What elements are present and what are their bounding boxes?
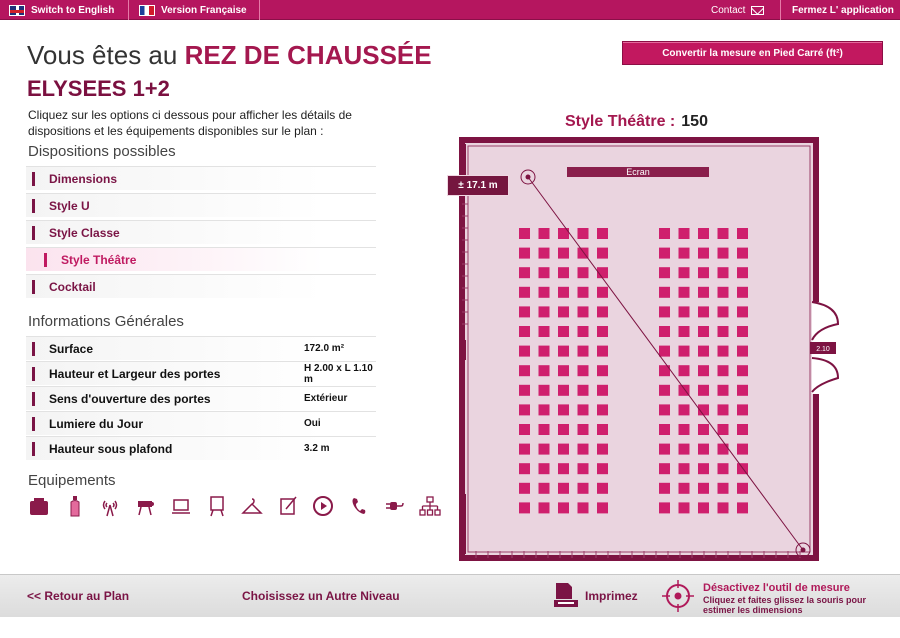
seat xyxy=(698,365,709,376)
seat xyxy=(519,463,530,474)
seat xyxy=(597,404,608,415)
seat xyxy=(679,326,690,337)
convert-sqft-button[interactable]: Convertir la mesure en Pied Carré (ft²) xyxy=(622,41,883,65)
seat xyxy=(597,502,608,513)
close-app-link[interactable] xyxy=(792,0,894,20)
seat xyxy=(597,463,608,474)
power-plug-icon[interactable] xyxy=(383,495,405,517)
info-value: 172.0 m² xyxy=(304,343,345,354)
info-row-door-size xyxy=(26,361,376,385)
info-row-ceiling xyxy=(26,436,376,460)
layout-dimensions[interactable] xyxy=(26,166,376,190)
seat xyxy=(519,228,530,239)
floor-name: REZ DE CHAUSSÉE xyxy=(184,40,432,70)
floor-plan[interactable] xyxy=(446,134,846,564)
seat xyxy=(597,444,608,455)
seat xyxy=(539,346,550,357)
info-heading: Informations Générales xyxy=(28,313,184,330)
measure-tool-icon[interactable] xyxy=(662,580,694,612)
seat xyxy=(578,267,589,278)
seat xyxy=(558,463,569,474)
seat xyxy=(737,287,748,298)
seat xyxy=(558,306,569,317)
fr-flag-icon xyxy=(139,5,155,16)
switch-english-link[interactable] xyxy=(9,0,114,20)
seat xyxy=(698,502,709,513)
seat xyxy=(597,424,608,435)
floor-prefix: Vous êtes au xyxy=(27,40,178,70)
seat xyxy=(718,502,729,513)
equipment-heading: Equipements xyxy=(28,472,116,489)
cloakroom-hanger-icon[interactable] xyxy=(241,495,263,517)
seat xyxy=(578,287,589,298)
seat xyxy=(558,424,569,435)
seat xyxy=(519,346,530,357)
seat xyxy=(578,502,589,513)
seat xyxy=(679,346,690,357)
seat xyxy=(718,404,729,415)
seat xyxy=(718,365,729,376)
seat xyxy=(578,306,589,317)
seat xyxy=(597,385,608,396)
info-label: Hauteur et Largeur des portes xyxy=(49,366,221,381)
seat xyxy=(519,483,530,494)
seat xyxy=(718,385,729,396)
seat xyxy=(659,267,670,278)
seat xyxy=(679,287,690,298)
seat xyxy=(737,365,748,376)
seat xyxy=(597,483,608,494)
seat xyxy=(737,424,748,435)
info-row-door-opening xyxy=(26,386,376,410)
seat xyxy=(659,463,670,474)
contact-label: Contact xyxy=(711,4,746,16)
seat xyxy=(698,326,709,337)
style-label: Style Théâtre : xyxy=(565,113,676,130)
seat xyxy=(558,287,569,298)
seat xyxy=(578,483,589,494)
seat xyxy=(737,306,748,317)
seat xyxy=(519,404,530,415)
seat xyxy=(718,306,729,317)
seat xyxy=(718,463,729,474)
seat xyxy=(519,326,530,337)
seat xyxy=(737,326,748,337)
seat xyxy=(718,326,729,337)
layout-label: Style U xyxy=(49,198,90,213)
info-label: Surface xyxy=(49,341,94,356)
seat xyxy=(597,287,608,298)
info-label: Hauteur sous plafond xyxy=(49,441,173,456)
seat xyxy=(679,444,690,455)
seat xyxy=(578,346,589,357)
telephone-icon[interactable] xyxy=(348,495,370,517)
floor-title xyxy=(27,40,432,71)
measure-badge: ± 17.1 m xyxy=(447,175,509,196)
seat xyxy=(539,502,550,513)
seat xyxy=(539,306,550,317)
seat xyxy=(698,287,709,298)
seat xyxy=(558,248,569,259)
seat xyxy=(558,444,569,455)
seat xyxy=(718,444,729,455)
seat xyxy=(539,365,550,376)
info-value: 3.2 m xyxy=(304,443,330,454)
info-value: Extérieur xyxy=(304,393,348,404)
seat xyxy=(539,483,550,494)
seat xyxy=(597,248,608,259)
seat xyxy=(718,248,729,259)
seat xyxy=(679,502,690,513)
seat xyxy=(519,424,530,435)
seat xyxy=(698,463,709,474)
seat xyxy=(659,287,670,298)
seat xyxy=(558,267,569,278)
seat xyxy=(659,326,670,337)
seat xyxy=(737,385,748,396)
seat xyxy=(718,424,729,435)
seat xyxy=(539,404,550,415)
seat xyxy=(659,228,670,239)
layout-style-theatre[interactable] xyxy=(26,247,376,271)
switch-english-label: Switch to English xyxy=(31,4,115,16)
version-francaise-link[interactable] xyxy=(139,0,247,20)
layout-cocktail[interactable] xyxy=(26,274,376,298)
seat xyxy=(578,228,589,239)
seat xyxy=(519,365,530,376)
layout-style-classe[interactable] xyxy=(26,220,376,244)
seat xyxy=(558,385,569,396)
seat xyxy=(578,444,589,455)
seat xyxy=(519,248,530,259)
seat xyxy=(718,346,729,357)
seat xyxy=(659,424,670,435)
capacity-value: 150 xyxy=(681,113,708,130)
wireless-icon[interactable] xyxy=(99,495,121,517)
network-icon[interactable] xyxy=(419,495,441,517)
style-title xyxy=(565,113,708,131)
seat xyxy=(718,287,729,298)
seat xyxy=(519,306,530,317)
seat xyxy=(679,424,690,435)
seat xyxy=(698,444,709,455)
layouts-heading: Dispositions possibles xyxy=(28,143,176,160)
equipment-icons xyxy=(28,495,454,517)
seat xyxy=(679,365,690,376)
seat xyxy=(539,248,550,259)
seat xyxy=(698,483,709,494)
seat xyxy=(737,267,748,278)
layout-style-u[interactable] xyxy=(26,193,376,217)
contact-link[interactable] xyxy=(711,0,764,20)
flipchart-icon[interactable] xyxy=(206,495,228,517)
back-to-plan-link[interactable]: << Retour au Plan xyxy=(27,589,130,603)
seat xyxy=(539,385,550,396)
seat xyxy=(698,385,709,396)
mail-icon xyxy=(751,6,764,15)
seat xyxy=(558,365,569,376)
seat xyxy=(539,287,550,298)
seat xyxy=(737,404,748,415)
seat xyxy=(659,483,670,494)
seat xyxy=(737,346,748,357)
seat xyxy=(698,306,709,317)
seat xyxy=(539,228,550,239)
seat xyxy=(578,463,589,474)
seat xyxy=(679,463,690,474)
seat xyxy=(659,306,670,317)
seat xyxy=(718,483,729,494)
choose-level-link[interactable]: Choisissez un Autre Niveau xyxy=(242,589,400,603)
seat xyxy=(539,463,550,474)
seat xyxy=(519,502,530,513)
seat xyxy=(578,365,589,376)
stage-icon[interactable] xyxy=(28,495,50,517)
seat xyxy=(659,404,670,415)
measure-tool-toggle[interactable]: Désactivez l'outil de mesure xyxy=(703,582,850,594)
seat xyxy=(539,424,550,435)
footer xyxy=(0,574,900,617)
seat xyxy=(698,346,709,357)
seat xyxy=(578,385,589,396)
seat xyxy=(679,306,690,317)
dvd-player-icon[interactable] xyxy=(312,495,334,517)
seat xyxy=(558,502,569,513)
seat xyxy=(679,248,690,259)
close-app-label: Fermez L' application xyxy=(792,4,894,16)
seat xyxy=(679,228,690,239)
laptop-icon[interactable] xyxy=(170,495,192,517)
seat xyxy=(519,287,530,298)
info-row-surface xyxy=(26,336,376,360)
seat xyxy=(737,228,748,239)
screen-label: Ecran xyxy=(567,167,709,177)
seat xyxy=(698,228,709,239)
seat xyxy=(659,444,670,455)
seat xyxy=(718,228,729,239)
info-value: Oui xyxy=(304,418,321,429)
intro-text: Cliquez sur les options ci dessous pour afficher les détails de dispositions et les équipements disponibles sur le plan : xyxy=(28,108,352,138)
print-icon[interactable] xyxy=(553,581,579,609)
layout-label: Style Théâtre xyxy=(61,252,137,267)
seat xyxy=(539,267,550,278)
seat xyxy=(539,444,550,455)
version-francaise-label: Version Française xyxy=(161,4,247,16)
seat xyxy=(659,248,670,259)
seat xyxy=(597,365,608,376)
water-bottle-icon[interactable] xyxy=(64,495,86,517)
print-button[interactable]: Imprimez xyxy=(585,589,638,603)
seat xyxy=(597,326,608,337)
seat xyxy=(679,404,690,415)
info-label: Sens d'ouverture des portes xyxy=(49,391,211,406)
info-value: H 2.00 x L 1.10 m xyxy=(304,362,373,385)
info-label: Lumiere du Jour xyxy=(49,416,144,431)
seat xyxy=(679,483,690,494)
seat xyxy=(578,404,589,415)
seat xyxy=(659,502,670,513)
seat xyxy=(519,444,530,455)
seat xyxy=(597,228,608,239)
seat xyxy=(519,385,530,396)
layout-label: Style Classe xyxy=(49,225,120,240)
seat xyxy=(659,385,670,396)
seat xyxy=(558,483,569,494)
layout-label: Dimensions xyxy=(49,171,118,186)
room-name: ELYSEES 1+2 xyxy=(27,76,170,101)
seat xyxy=(737,483,748,494)
seat xyxy=(718,267,729,278)
seat xyxy=(698,248,709,259)
layout-label: Cocktail xyxy=(49,279,96,294)
uk-flag-icon xyxy=(9,5,25,16)
bottom-strip xyxy=(0,617,900,638)
seat xyxy=(578,424,589,435)
seat xyxy=(539,326,550,337)
seat xyxy=(519,267,530,278)
measure-tool-hint: Cliquez et faites glissez la souris pour estimer les dimensions xyxy=(703,595,867,615)
seat xyxy=(737,444,748,455)
seat xyxy=(558,346,569,357)
paperboard-icon[interactable] xyxy=(277,495,299,517)
seat xyxy=(558,404,569,415)
seat xyxy=(679,267,690,278)
projector-icon[interactable] xyxy=(135,495,157,517)
seat xyxy=(659,346,670,357)
seat xyxy=(698,267,709,278)
seat xyxy=(558,326,569,337)
seat xyxy=(578,326,589,337)
seat xyxy=(597,346,608,357)
seat xyxy=(737,248,748,259)
top-bar xyxy=(0,0,900,20)
seat xyxy=(698,424,709,435)
seat xyxy=(737,502,748,513)
seat xyxy=(597,306,608,317)
door-label: 2.10 xyxy=(816,346,830,353)
info-row-daylight xyxy=(26,411,376,435)
